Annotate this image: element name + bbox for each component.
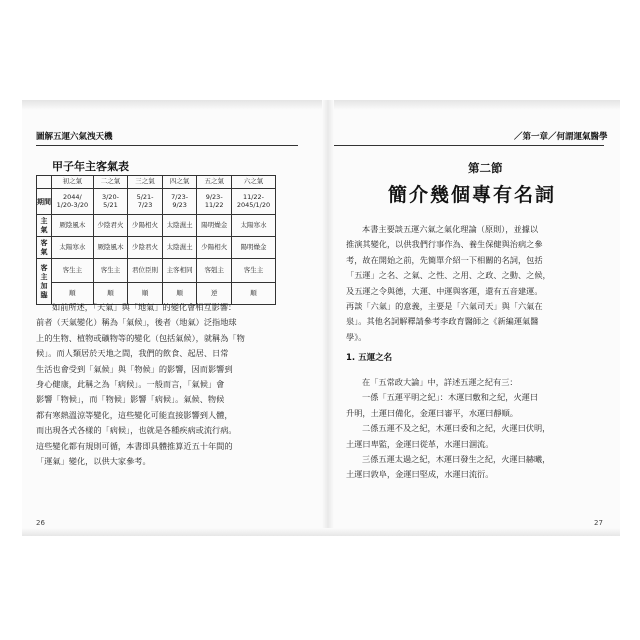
table-row-main-qi xyxy=(37,215,276,237)
table-header-row xyxy=(37,176,276,189)
left-page-number: 26 xyxy=(36,519,45,527)
table-row-period xyxy=(37,189,276,215)
page-top-shadow xyxy=(22,100,620,110)
text-line: 這些變化都有規則可循，本書即具體推算近五十年間的 xyxy=(36,440,233,451)
text-line: 土運曰卑監，金運曰從革，水運曰涸流。 xyxy=(346,438,494,449)
table-cell: 3/20- 5/21 xyxy=(93,189,128,215)
table-cell: 順 xyxy=(128,283,163,305)
table-cell: 客生主 xyxy=(93,259,128,283)
table-cell: 太陰濕土 xyxy=(162,237,197,259)
table-header-cell: 三之氣 xyxy=(128,176,163,189)
right-page-number: 27 xyxy=(594,519,603,527)
left-paragraph xyxy=(36,300,245,469)
text-line: 「五運」之名、之氣、之性、之用、之政、之動、之候， xyxy=(346,270,551,281)
text-line: 二係五運不及之紀，木運曰委和之紀，火運曰伏明， xyxy=(362,423,551,434)
left-running-head: 圖解五運六氣洩天機 xyxy=(36,132,113,142)
text-line: 及五運之令與德，大運、中運與客運，還有五音建運。 xyxy=(346,285,543,296)
table-cell: 順 xyxy=(52,283,94,305)
right-header-rule xyxy=(334,145,604,146)
table-cell: 2044/ 1/20-3/20 xyxy=(52,189,94,215)
table-cell: 少陰君火 xyxy=(93,215,128,237)
table-header-cell: 二之氣 xyxy=(93,176,128,189)
right-body-paragraph xyxy=(346,375,550,483)
section-title: 簡介幾個專有名詞 xyxy=(388,184,557,206)
text-line: 而出現各式各樣的「病候」，也就是各種疾病或流行病。 xyxy=(36,425,237,436)
qi-table xyxy=(36,175,276,305)
text-line: 再談「六氣」的意義，主要是「六氣司天」與「六氣在 xyxy=(346,301,543,312)
text-line: 如前所述，「天氣」與「地氣」的變化會相互影響： xyxy=(52,302,237,312)
text-line: 生活也會受到「氣候」與「物候」的影響，因而影響到 xyxy=(36,363,233,374)
text-line: 考，故在開始之前，先簡單介紹一下相關的名詞，包括 xyxy=(346,254,543,265)
table-cell: 厥陰風木 xyxy=(93,237,128,259)
table-header-cell: 初之氣 xyxy=(52,176,94,189)
right-running-head: ／第一章／何謂運氣醫學 xyxy=(514,132,608,142)
subheading: 1. 五運之名 xyxy=(346,353,393,363)
table-cell: 少陽相火 xyxy=(197,237,232,259)
table-cell: 順 xyxy=(93,283,128,305)
page-bottom-shadow xyxy=(22,528,620,536)
table-cell: 太陽寒水 xyxy=(52,237,94,259)
text-line: 推演其變化，以供我們行事作為、養生保健與治病之參 xyxy=(346,239,543,250)
table-cell: 客生主 xyxy=(231,259,275,283)
table-cell: 客生主 xyxy=(52,259,94,283)
table-cell: 太陰濕土 xyxy=(162,215,197,237)
book-gutter xyxy=(322,100,334,536)
text-line: 土運曰敦阜，金運曰堅成，水運曰流衍。 xyxy=(346,469,494,480)
table-header-cell: 六之氣 xyxy=(231,176,275,189)
table-cell: 11/22- 2045/1/20 xyxy=(231,189,275,215)
table-cell: 君位臣則 xyxy=(128,259,163,283)
text-line: 本書主要談五運六氣之氣化理論（原則），並據以 xyxy=(362,224,539,234)
text-line: 泉」。其他名詞解釋請參考李政育醫師之《新編運氣醫 xyxy=(346,316,539,327)
table-corner xyxy=(37,176,52,189)
right-intro-paragraph xyxy=(346,222,551,345)
table-cell: 太陽寒水 xyxy=(231,215,275,237)
table-header-cell: 四之氣 xyxy=(162,176,197,189)
left-header-rule xyxy=(36,145,298,146)
row-label: 主 氣 xyxy=(37,215,52,237)
table-cell: 少陽相火 xyxy=(128,215,163,237)
table-cell: 5/21- 7/23 xyxy=(128,189,163,215)
table-cell: 厥陰風木 xyxy=(52,215,94,237)
table-cell: 順 xyxy=(162,283,197,305)
text-line: 影響「物候」，而「物候」影響「病候」。氣候、物候 xyxy=(36,394,225,405)
text-line: 候」。而人類居於天地之間，我們的飲食、起居、日常 xyxy=(36,348,229,359)
text-line: 前者（天氣變化）稱為「氣候」，後者（地氣）泛指地球 xyxy=(36,317,237,328)
row-label: 客 主 加 臨 xyxy=(37,259,52,305)
text-line: 身心健康，此稱之為「病候」。一般而言，「氣候」會 xyxy=(36,379,225,390)
row-label: 客 氣 xyxy=(37,237,52,259)
table-cell: 逆 xyxy=(197,283,232,305)
table-row-guest-qi xyxy=(37,237,276,259)
table-cell: 陽明燥金 xyxy=(197,215,232,237)
text-line: 都有寒熱溫涼等變化，這些變化可能直接影響到人體， xyxy=(36,409,233,420)
table-title: 甲子年主客氣表 xyxy=(52,160,129,173)
text-line: 一係「五運平明之紀」：木運曰敷和之紀，火運曰 xyxy=(362,392,539,403)
table-cell: 陽明燥金 xyxy=(231,237,275,259)
text-line: 學》。 xyxy=(346,331,367,342)
text-line: 升明，土運曰備化，金運曰審平，水運曰靜順。 xyxy=(346,407,518,418)
table-cell: 少陰君火 xyxy=(128,237,163,259)
text-line: 上的生物、植物或礦物等的變化（包括氣候），就稱為「物 xyxy=(36,332,245,343)
section-number: 第二節 xyxy=(468,161,503,175)
table-cell: 客剋主 xyxy=(197,259,232,283)
row-label: 期間 xyxy=(37,189,52,215)
table-cell: 7/23- 9/23 xyxy=(162,189,197,215)
text-line: 在「五常政大論」中，詳述五運之紀有三： xyxy=(362,377,518,387)
text-line: 「運氣」變化，以供大家參考。 xyxy=(36,456,151,467)
table-header-cell: 五之氣 xyxy=(197,176,232,189)
table-cell: 主客相同 xyxy=(162,259,197,283)
text-line: 三係五運太過之紀，木運曰發生之紀，火運曰赫曦， xyxy=(362,454,551,465)
table-row-guest-host-a xyxy=(37,259,276,283)
table-cell: 順 xyxy=(231,283,275,305)
table-cell: 9/23- 11/22 xyxy=(197,189,232,215)
